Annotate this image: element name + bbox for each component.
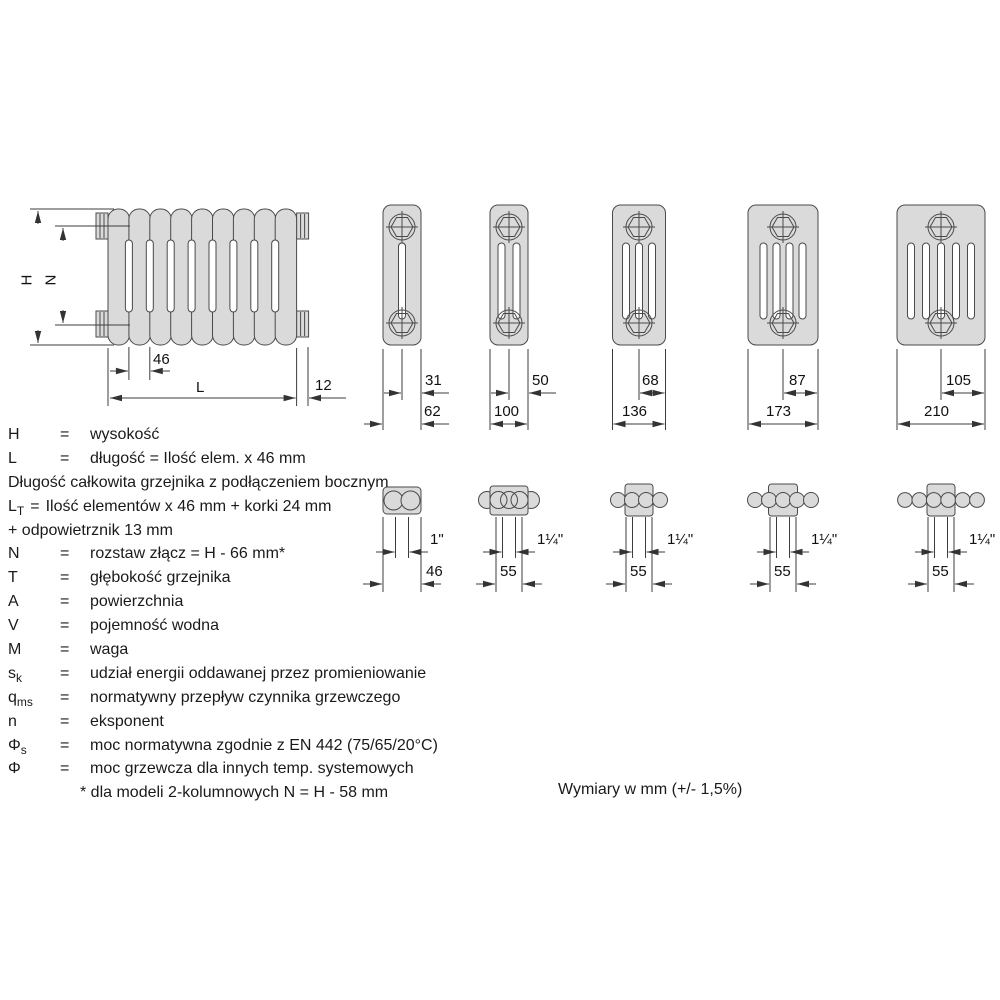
legend-symbol: N	[8, 545, 20, 563]
legend-symbol: H	[8, 426, 20, 443]
front-view-dimensions	[108, 347, 346, 406]
cross-section-5col	[748, 205, 818, 345]
section5-thread-label: 1¼"	[969, 531, 996, 548]
legend-text: Ilość elementów x 46 mm + korki 24 mm	[45, 497, 332, 515]
cross-section-3col	[490, 205, 528, 345]
legend-row	[8, 498, 508, 522]
spacing-dim-label: N	[42, 274, 60, 286]
legend-row	[8, 522, 508, 546]
section2-pitch-label: 55	[500, 563, 517, 580]
legend-row	[8, 617, 508, 641]
top-view-5col	[748, 484, 819, 516]
legend-row	[8, 545, 508, 569]
section1-thread-label: 1"	[430, 531, 444, 548]
legend-text: * dla modeli 2-kolumnowych N = H - 58 mm	[80, 784, 389, 802]
legend-row	[8, 713, 508, 737]
legend-equals: =	[60, 760, 70, 778]
section1-half-depth-label: 31	[425, 372, 442, 389]
legend-symbol: M	[8, 641, 22, 659]
section3-full-depth-label: 136	[622, 403, 648, 420]
legend-row	[8, 760, 508, 784]
section5-pitch-label: 55	[932, 563, 949, 580]
section2-thread-label: 1¼"	[537, 531, 564, 548]
legend-symbol: $\Phi_s$	[8, 736, 27, 757]
legend-text: pojemność wodna	[90, 617, 219, 635]
legend-equals: =	[60, 545, 70, 563]
legend-symbol: $s_k$	[8, 664, 22, 686]
legend-equals: =	[60, 641, 70, 659]
legend-text: waga	[90, 641, 129, 659]
section5-half-depth-label: 105	[946, 372, 972, 389]
legend-equals: =	[60, 449, 70, 467]
legend-row	[8, 450, 508, 474]
legend-symbol: $q_{ms}$	[8, 688, 33, 709]
cross-section-4col	[613, 205, 666, 345]
legend-equals: =	[60, 617, 70, 635]
legend-text: udział energii oddawanej przez promieniowanie	[90, 664, 427, 682]
legend-row	[8, 784, 508, 808]
legend-text: moc grzewcza dla innych temp. systemowych	[90, 760, 414, 778]
legend-symbol: Φ	[8, 760, 21, 778]
height-dim-label: H	[18, 274, 36, 286]
legend-equals: =	[60, 664, 70, 682]
legend-text: długość = Ilość elem. x 46 mm	[90, 449, 306, 467]
section4-pitch-label: 55	[774, 563, 791, 580]
cross-section-2col	[383, 205, 421, 345]
section5-full-depth-label: 210	[924, 403, 950, 420]
legend-symbol: T	[8, 569, 18, 587]
legend-symbol: A	[8, 593, 19, 611]
top-view-4col	[611, 484, 668, 516]
legend-text: wysokość	[90, 426, 160, 443]
legend-text: eksponent	[90, 712, 164, 730]
top-view-4col-dims	[606, 517, 672, 592]
legend-symbol: V	[8, 617, 19, 635]
section3-pitch-label: 55	[630, 563, 647, 580]
legend-equals: =	[60, 569, 70, 587]
legend-symbol: L	[8, 449, 17, 467]
legend-row	[8, 569, 508, 593]
dimensions-footnote: Wymiary w mm (+/- 1,5%)	[558, 781, 743, 798]
legend-equals: =	[60, 426, 70, 443]
section2-full-depth-label: 100	[494, 403, 520, 420]
legend	[8, 426, 508, 808]
legend-row	[8, 426, 508, 450]
legend-row	[8, 665, 508, 689]
legend-text: Długość całkowita grzejnika z podłączeniem bocznym	[8, 473, 389, 491]
legend-symbol: n	[8, 712, 17, 730]
section1-full-depth-label: 62	[424, 403, 441, 420]
legend-text: głębokość grzejnika	[90, 569, 231, 587]
legend-row	[8, 593, 508, 617]
legend-row	[8, 474, 508, 498]
section4-full-depth-label: 173	[766, 403, 792, 420]
legend-text: moc normatywna zgodnie z EN 442 (75/65/20°C)	[90, 736, 438, 754]
section3-thread-label: 1¼"	[667, 531, 694, 548]
top-view-6col-dims	[908, 517, 974, 592]
legend-text: rozstaw złącz = H - 66 mm*	[90, 545, 286, 563]
legend-equals: =	[60, 688, 70, 706]
top-view-5col-dims	[750, 517, 816, 592]
legend-text: + odpowietrznik 13 mm	[8, 521, 173, 539]
legend-text: normatywny przepływ czynnika grzewczego	[90, 688, 401, 706]
section1-pitch-label: 46	[426, 563, 443, 580]
legend-row	[8, 641, 508, 665]
section4-thread-label: 1¼"	[811, 531, 838, 548]
legend-equals: =	[60, 712, 70, 730]
section3-half-depth-label: 68	[642, 372, 659, 389]
section4-half-depth-label: 87	[789, 372, 806, 389]
legend-symbol: $L_T$	[8, 497, 25, 518]
cross-section-6col	[897, 205, 985, 345]
legend-row	[8, 737, 508, 761]
legend-equals: =	[60, 593, 70, 611]
section2-half-depth-label: 50	[532, 372, 549, 389]
element-width-label: 46	[153, 351, 170, 368]
legend-equals: =	[60, 736, 70, 754]
length-dim-label: L	[196, 379, 205, 396]
legend-row	[8, 689, 508, 713]
legend-text: powierzchnia	[90, 593, 184, 611]
end-cap-dim-label: 12	[315, 377, 332, 394]
legend-equals: =	[30, 497, 40, 515]
top-view-6col	[898, 484, 985, 516]
